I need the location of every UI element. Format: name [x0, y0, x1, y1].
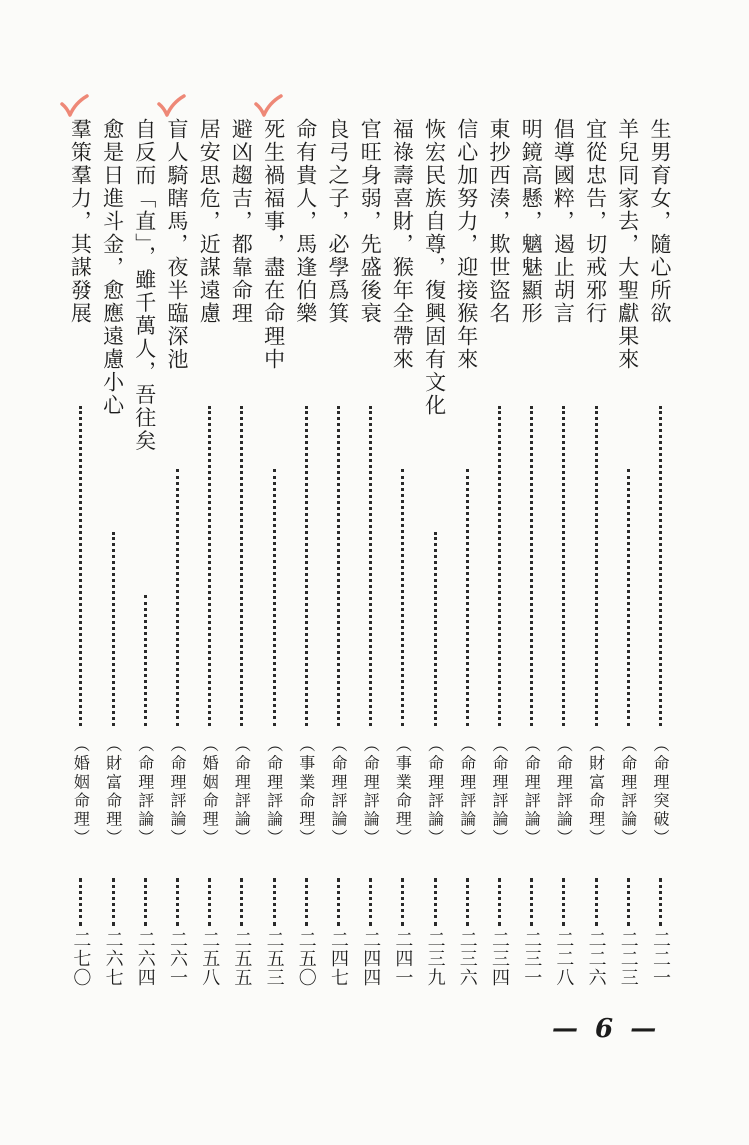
entry-title: 福祿壽喜財，猴年全帶來	[390, 118, 415, 371]
leader-dots	[562, 406, 565, 727]
entry-category: （命理突破）	[651, 736, 670, 848]
checkmark-icon	[59, 94, 89, 118]
toc-entry	[355, 118, 385, 987]
leader-dots	[434, 878, 437, 926]
entry-page-number: 二二三	[617, 930, 639, 987]
leader-dots	[498, 406, 501, 727]
entry-title: 信心加努力，迎接猴年來	[454, 118, 479, 371]
toc-entry	[613, 118, 643, 987]
leader-dots	[498, 878, 501, 926]
toc-entry	[98, 118, 128, 987]
leader-dots	[530, 406, 533, 727]
leader-dots	[176, 469, 179, 727]
entry-title: 羣策羣力，其謀發展	[68, 118, 93, 325]
leader-dots	[305, 878, 308, 926]
toc-entry	[548, 118, 578, 987]
entry-page-number: 二三六	[456, 930, 478, 987]
toc-entry	[194, 118, 224, 987]
entry-page-number: 二五三	[263, 930, 285, 987]
leader-dots	[79, 406, 82, 727]
toc-entry	[162, 118, 192, 987]
entry-title: 宜從忠告，切戒邪行	[583, 118, 608, 325]
entry-page-number: 二三一	[521, 930, 543, 987]
leader-dots	[208, 406, 211, 727]
entry-category: （財富命理）	[103, 736, 123, 848]
entry-category: （命理評論）	[232, 736, 252, 848]
leader-dots	[176, 878, 179, 926]
entry-page-number: 二五五	[231, 930, 253, 987]
leader-dots	[595, 406, 598, 727]
toc-entry	[420, 118, 450, 987]
entry-title: 命有貴人，馬逢伯樂	[293, 118, 318, 325]
leader-dots	[112, 878, 115, 926]
leader-dots	[273, 878, 276, 926]
entry-title: 生男育女，隨心所欲	[648, 118, 672, 325]
entry-page-number: 二二六	[585, 930, 607, 987]
entry-page-number: 二六四	[134, 930, 156, 987]
entry-category: （命理評論）	[457, 736, 477, 848]
entry-page-number: 二四一	[392, 930, 414, 987]
entry-category: （命理評論）	[361, 736, 381, 848]
toc-entry	[645, 118, 675, 987]
toc-entry	[387, 118, 417, 987]
toc-entry	[259, 118, 289, 987]
leader-dots	[240, 406, 243, 727]
entry-title: 官旺身弱，先盛後衰	[358, 118, 383, 325]
leader-dots	[369, 406, 372, 727]
leader-dots	[305, 406, 308, 727]
entry-category: （婚姻命理）	[200, 736, 220, 848]
entry-title: 明鏡高懸，魑魅顯形	[519, 118, 544, 325]
entry-category: （事業命理）	[296, 736, 316, 848]
leader-dots	[466, 878, 469, 926]
entry-category: （命理評論）	[264, 736, 284, 848]
entry-category: （命理評論）	[522, 736, 542, 848]
leader-dots	[401, 469, 404, 727]
leader-dots	[144, 878, 147, 926]
toc-entry	[452, 118, 482, 987]
leader-dots	[401, 878, 404, 926]
entry-category: （命理評論）	[168, 736, 187, 848]
entry-title: 避凶趨吉，都靠命理	[229, 118, 254, 325]
entry-title: 羊兒同家去，大聖獻果來	[615, 118, 640, 371]
leader-dots	[530, 878, 533, 926]
entry-title: 恢宏民族自尊，復興固有文化	[422, 118, 447, 417]
leader-dots	[112, 532, 115, 727]
toc-entry	[484, 118, 514, 987]
leader-dots	[434, 532, 437, 727]
entry-category: （命理評論）	[135, 736, 155, 848]
entry-title: 自反而「直」，雖千萬人，吾往矣	[132, 118, 157, 453]
leader-dots	[659, 878, 662, 926]
entry-page-number: 二五〇	[295, 930, 317, 987]
checkmark-icon	[156, 94, 186, 118]
leader-dots	[144, 595, 147, 727]
leader-dots	[659, 406, 662, 727]
entry-category: （命理評論）	[490, 736, 509, 848]
leader-dots	[337, 406, 340, 727]
leader-dots	[208, 878, 211, 926]
leader-dots	[240, 878, 243, 926]
entry-title: 盲人騎瞎馬，夜半臨深池	[165, 118, 189, 371]
toc-entry	[516, 118, 546, 987]
entry-category: （事業命理）	[393, 736, 413, 848]
entry-title: 居安思危，近謀遠慮	[197, 118, 222, 325]
entry-category: （命理評論）	[329, 736, 348, 848]
entry-page-number: 二三九	[424, 930, 446, 987]
entry-page-number: 二二八	[553, 930, 575, 987]
entry-page-number: 二四七	[328, 930, 349, 987]
entry-page-number: 二四四	[360, 930, 382, 987]
entry-category: （命理評論）	[554, 736, 574, 848]
leader-dots	[595, 878, 598, 926]
entry-title: 良弓之子，必學爲箕	[326, 118, 350, 325]
checkmark-icon	[253, 94, 283, 118]
leader-dots	[369, 878, 372, 926]
toc-entry	[65, 118, 95, 987]
leader-dots	[337, 878, 340, 926]
entry-category: （婚姻命理）	[71, 736, 91, 848]
leader-dots	[79, 878, 82, 926]
leader-dots	[562, 878, 565, 926]
entry-category: （財富命理）	[586, 736, 606, 848]
toc-entry	[581, 118, 611, 987]
entry-page-number: 二六一	[167, 930, 188, 987]
leader-dots	[466, 469, 469, 727]
leader-dots	[627, 469, 630, 727]
toc-entry	[130, 118, 160, 987]
entry-page-number: 二七〇	[70, 930, 92, 987]
entry-title: 死生禍福事，盡在命理中	[261, 118, 286, 371]
entry-page-number: 二二一	[650, 930, 671, 987]
toc-entry	[323, 118, 353, 987]
entry-category: （命理評論）	[425, 736, 445, 848]
entry-page-number: 二三四	[489, 930, 510, 987]
entry-page-number: 二五八	[199, 930, 221, 987]
toc-entry	[291, 118, 321, 987]
entry-title: 東抄西湊，欺世盜名	[487, 118, 511, 325]
leader-dots	[273, 469, 276, 727]
entry-page-number: 二六七	[102, 930, 124, 987]
entry-category: （命理評論）	[618, 736, 638, 848]
entry-title: 愈是日進斗金，愈應遠慮小心	[100, 118, 125, 417]
leader-dots	[627, 878, 630, 926]
page-number: — 6 —	[552, 1014, 661, 1044]
entry-title: 倡導國粹，遏止胡言	[551, 118, 576, 325]
toc-entry	[226, 118, 256, 987]
